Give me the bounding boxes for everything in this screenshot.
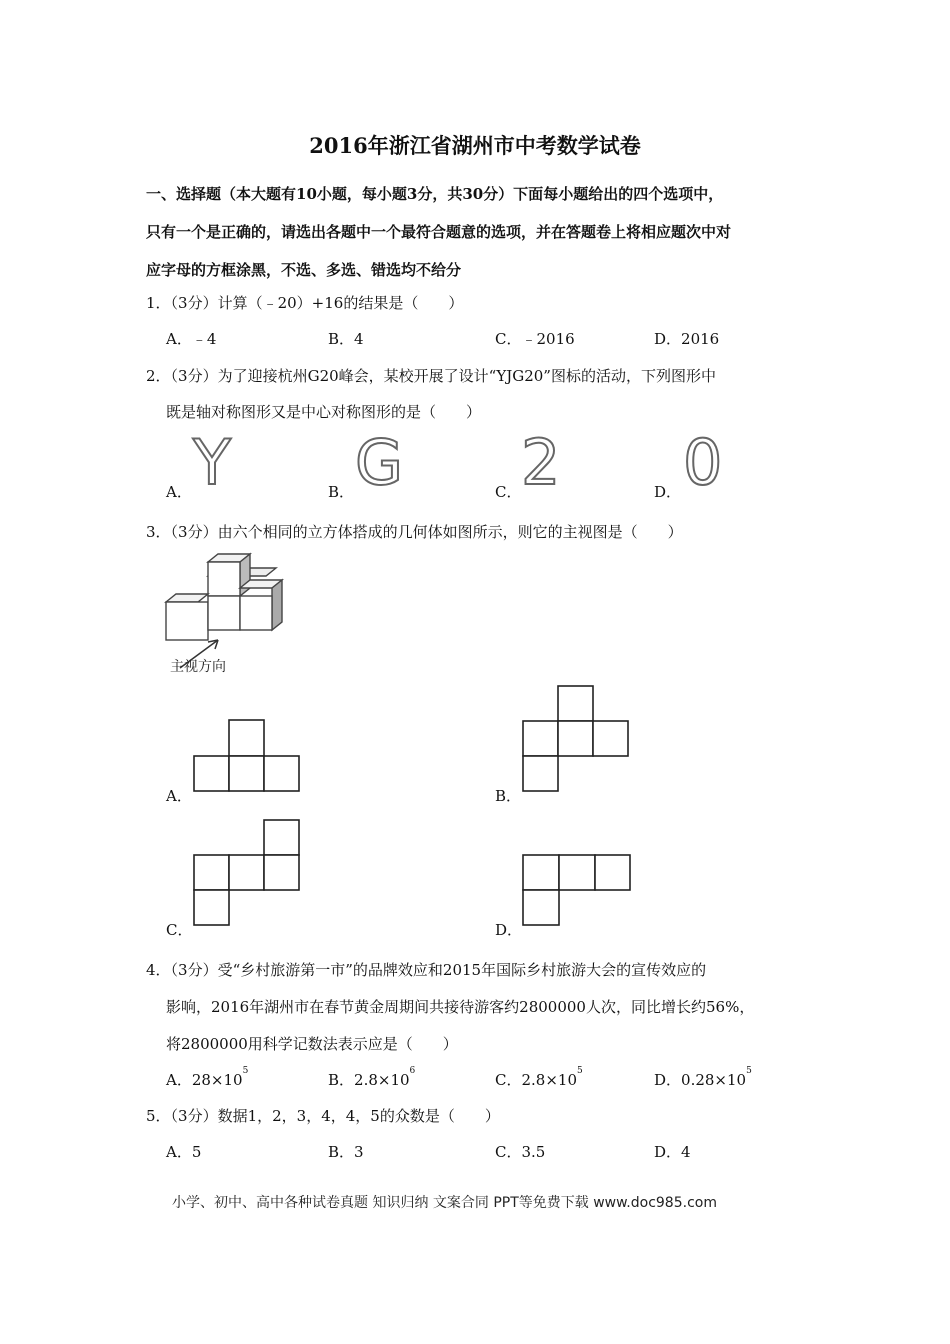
question-1-option-c: C．﹣2016 (495, 330, 575, 348)
question-5-stem: 5．（3分）数据1，2，3，4，4，5的众数是（ ） (146, 1107, 500, 1125)
section-instructions-line2: 只有一个是正确的，请选出各题中一个最符合题意的选项，并在答题卷上将相应题次中对 (146, 223, 732, 241)
letter-g-glyph: G (355, 426, 404, 499)
question-2-option-a: A． (166, 483, 192, 501)
option-c-exponent: 5 (577, 1066, 583, 1076)
question-3-option-c: C． (166, 921, 193, 939)
question-2-option-d: D． (654, 483, 682, 501)
digit-0-figure (680, 426, 723, 499)
question-3-option-a: A． (166, 787, 192, 805)
question-5-option-b: B．3 (328, 1143, 364, 1161)
question-3-stem: 3．（3分）由六个相同的立方体搭成的几何体如图所示，则它的主视图是（ ） (146, 523, 683, 541)
question-1-option-a: A．﹣4 (166, 330, 217, 348)
digit-2-figure (518, 426, 561, 499)
letter-y-figure (190, 426, 231, 499)
question-1-option-d: D．2016 (654, 330, 720, 348)
option-d-exponent: 5 (746, 1066, 752, 1076)
question-5-option-a: A．5 (166, 1143, 202, 1161)
option-a-exponent: 5 (242, 1066, 249, 1076)
option-d-base: D．0.28×10 (654, 1071, 747, 1089)
page-title: 2016年浙江省湖州市中考数学试卷 (309, 133, 641, 158)
digit-2-glyph: 2 (521, 426, 561, 499)
question-2-stem-line1: 2．（3分）为了迎接杭州G20峰会，某校开展了设计“YJG20”图标的活动，下列图形中 (146, 367, 716, 385)
question-2-option-c: C． (495, 483, 522, 501)
option-c-view-figure (192, 818, 304, 928)
view-direction-caption: 主视方向 (170, 659, 226, 675)
digit-0-glyph: 0 (683, 426, 723, 499)
footer-text: 小学、初中、高中各种试卷真题 知识归纳 文案合同 PPT等免费下载 www.doc985.com (172, 1195, 717, 1211)
letter-y-glyph: Y (193, 426, 231, 499)
option-b-base: B．2.8×10 (328, 1071, 410, 1089)
question-1-stem: 1．（3分）计算（﹣20）+16的结果是（ ） (146, 294, 464, 312)
cube-stack-figure (160, 550, 300, 680)
question-3-option-d: D． (495, 921, 523, 939)
question-4-option-b (328, 1066, 416, 1090)
question-1-option-b: B．4 (328, 330, 364, 348)
question-2-option-b: B． (328, 483, 355, 501)
question-4-option-d (654, 1066, 752, 1090)
option-c-base: C．2.8×10 (495, 1071, 577, 1089)
question-3-option-b: B． (495, 787, 522, 805)
question-4-option-a (166, 1066, 249, 1090)
question-4-stem-line2: 影响，2016年湖州市在春节黄金周期间共接待游客约2800000人次，同比增长约56%， (166, 998, 755, 1016)
question-5-option-c: C．3.5 (495, 1143, 546, 1161)
question-4-stem-line3: 将2800000用科学记数法表示应是（ ） (166, 1035, 458, 1053)
question-5-option-d: D．4 (654, 1143, 691, 1161)
question-2-stem-line2: 既是轴对称图形又是中心对称图形的是（ ） (166, 403, 482, 421)
question-4-option-c (495, 1066, 583, 1090)
option-a-base: A．28×10 (166, 1071, 243, 1089)
section-instructions-line3: 应字母的方框涂黑，不选、多选、错选均不给分 (146, 261, 462, 279)
section-instructions-line1: 一、选择题（本大题有10小题，每小题3分，共30分）下面每小题给出的四个选项中， (146, 185, 724, 203)
option-b-view-figure (521, 684, 633, 794)
option-b-exponent: 6 (409, 1066, 416, 1076)
question-4-stem-line1: 4．（3分）受“乡村旅游第一市”的品牌效应和2015年国际乡村旅游大会的宣传效应的 (146, 961, 707, 979)
letter-g-figure (352, 426, 404, 499)
option-a-view-figure (192, 718, 304, 794)
option-d-view-figure (521, 853, 633, 929)
